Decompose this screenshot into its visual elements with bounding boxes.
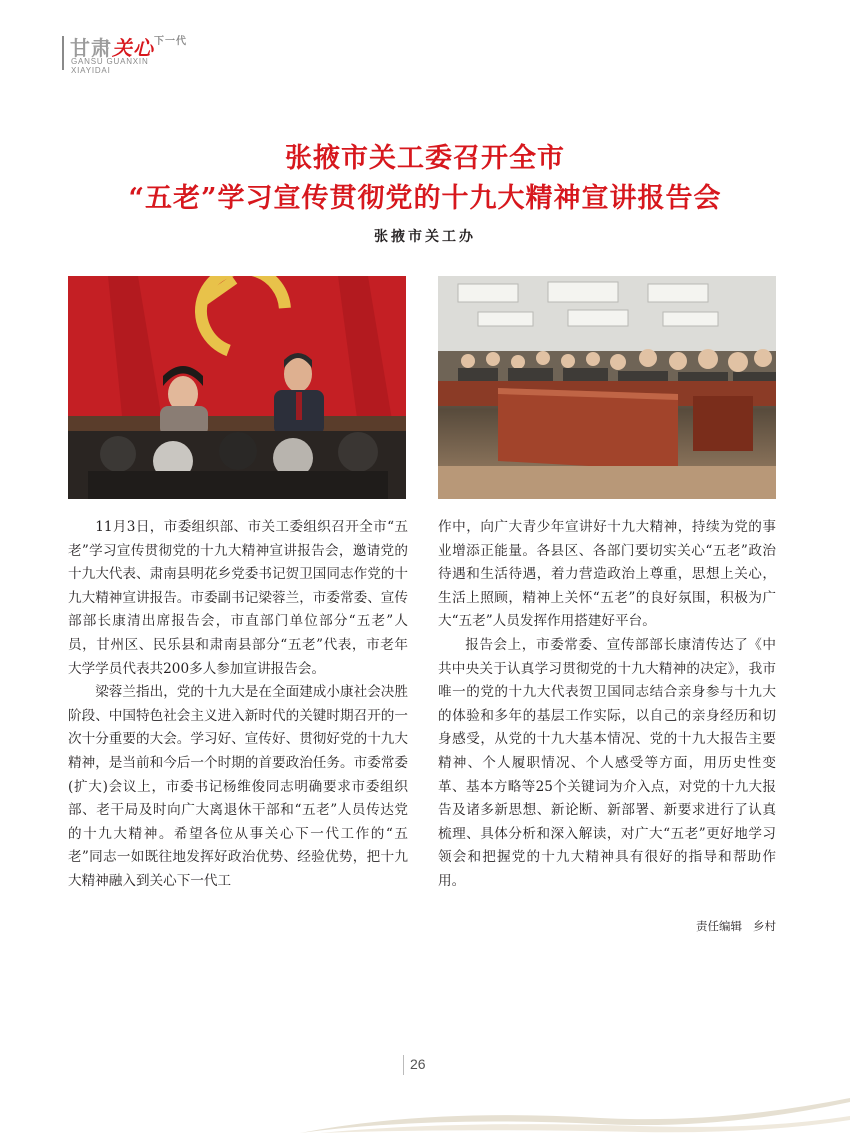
article-byline: 张掖市关工办: [374, 229, 476, 245]
article-column-left: [68, 516, 408, 894]
photo-hall-illustration: [438, 276, 776, 499]
article-title-line1: 张掖市关工委召开全市: [285, 143, 565, 174]
logo-right-text: 下一代: [154, 36, 187, 47]
logo-sub-line1: GANSU GUANXIN: [71, 57, 149, 66]
photo-audience-hall: [438, 276, 776, 499]
page-number: 26: [410, 1056, 426, 1072]
logo-mid-text: 关心: [112, 36, 154, 60]
article-column-right: [438, 516, 776, 894]
logo-divider: [62, 36, 64, 70]
footer-swoosh-decoration: [0, 1068, 850, 1133]
article-title-line2: “五老”学习宣传贯彻党的十九大精神宣讲报告会: [128, 183, 722, 214]
masthead-logo: [62, 30, 202, 90]
article-paragraph-2: 梁蓉兰指出，党的十九大是在全面建成小康社会决胜阶段、中国特色社会主义进入新时代的关键时期召开的一次十分重要的大会。学习好、宣传好、贯彻好党的十九大精神，是当前和今后一个时期的首要政治任务。市委常委(扩大)会议上，市委书记杨维俊同志明确要求市委组织部、老干局及时向广大离退休干部和“五老”人员传达党的十九大精神。希望各位从事关心下一代工作的“五老”同志一如既往地发挥好政治优势、经验优势，把十九大精神融入到关心下一代工: [68, 684, 408, 889]
article-paragraph-3: 报告会上，市委常委、宣传部部长康清传达了《中共中央关于认真学习贯彻党的十九大精神的决定》，我市唯一的党的十九大代表贺卫国同志结合亲身参与十九大的体验和多年的基层工作实际，以自己的亲身经历和切身感受，从党的十九大基本情况、党的十九大报告主要精神、个人履职情况、个人感受等方面，用历史性变革、基本方略等25个关键词为介入点，对党的十九大报告及诸多新思想、新论断、新部署、新要求进行了认真梳理、具体分析和深入解读，对广大“五老”更好地学习领会和把握党的十九大精神具有很好的指导和帮助作用。: [438, 636, 776, 889]
article-paragraph-2-continued: 作中，向广大青少年宣讲好十九大精神，持续为党的事业增添正能量。各县区、各部门要切实关心“五老”政治待遇和生活待遇，着力营造政治上尊重，思想上关心，生活上照顾，精神上关怀“五老”的良好氛围，积极为广大“五老”人员发挥作用搭建好平台。: [438, 519, 776, 630]
responsible-editor: 责任编辑 乡村: [696, 919, 776, 933]
photo-podium-illustration: [68, 276, 406, 499]
photo-podium-speakers: [68, 276, 406, 499]
logo-left-text: 甘肃: [70, 36, 112, 60]
logo-subtitle: [71, 57, 149, 75]
article-paragraph-1: 11月3日，市委组织部、市关工委组织召开全市“五老”学习宣传贯彻党的十九大精神宣讲报告会，邀请党的十九大代表、肃南县明花乡党委书记贺卫国同志作党的十九大精神宣讲报告。市委副书记梁蓉兰，市委常委、宣传部部长康清出席报告会，市直部门单位部分“五老”人员，甘州区、民乐县和肃南县部分“五老”代表，市老年大学学员代表共200多人参加宣讲报告会。: [68, 519, 408, 677]
logo-sub-line2: XIAYIDAI: [71, 66, 111, 75]
